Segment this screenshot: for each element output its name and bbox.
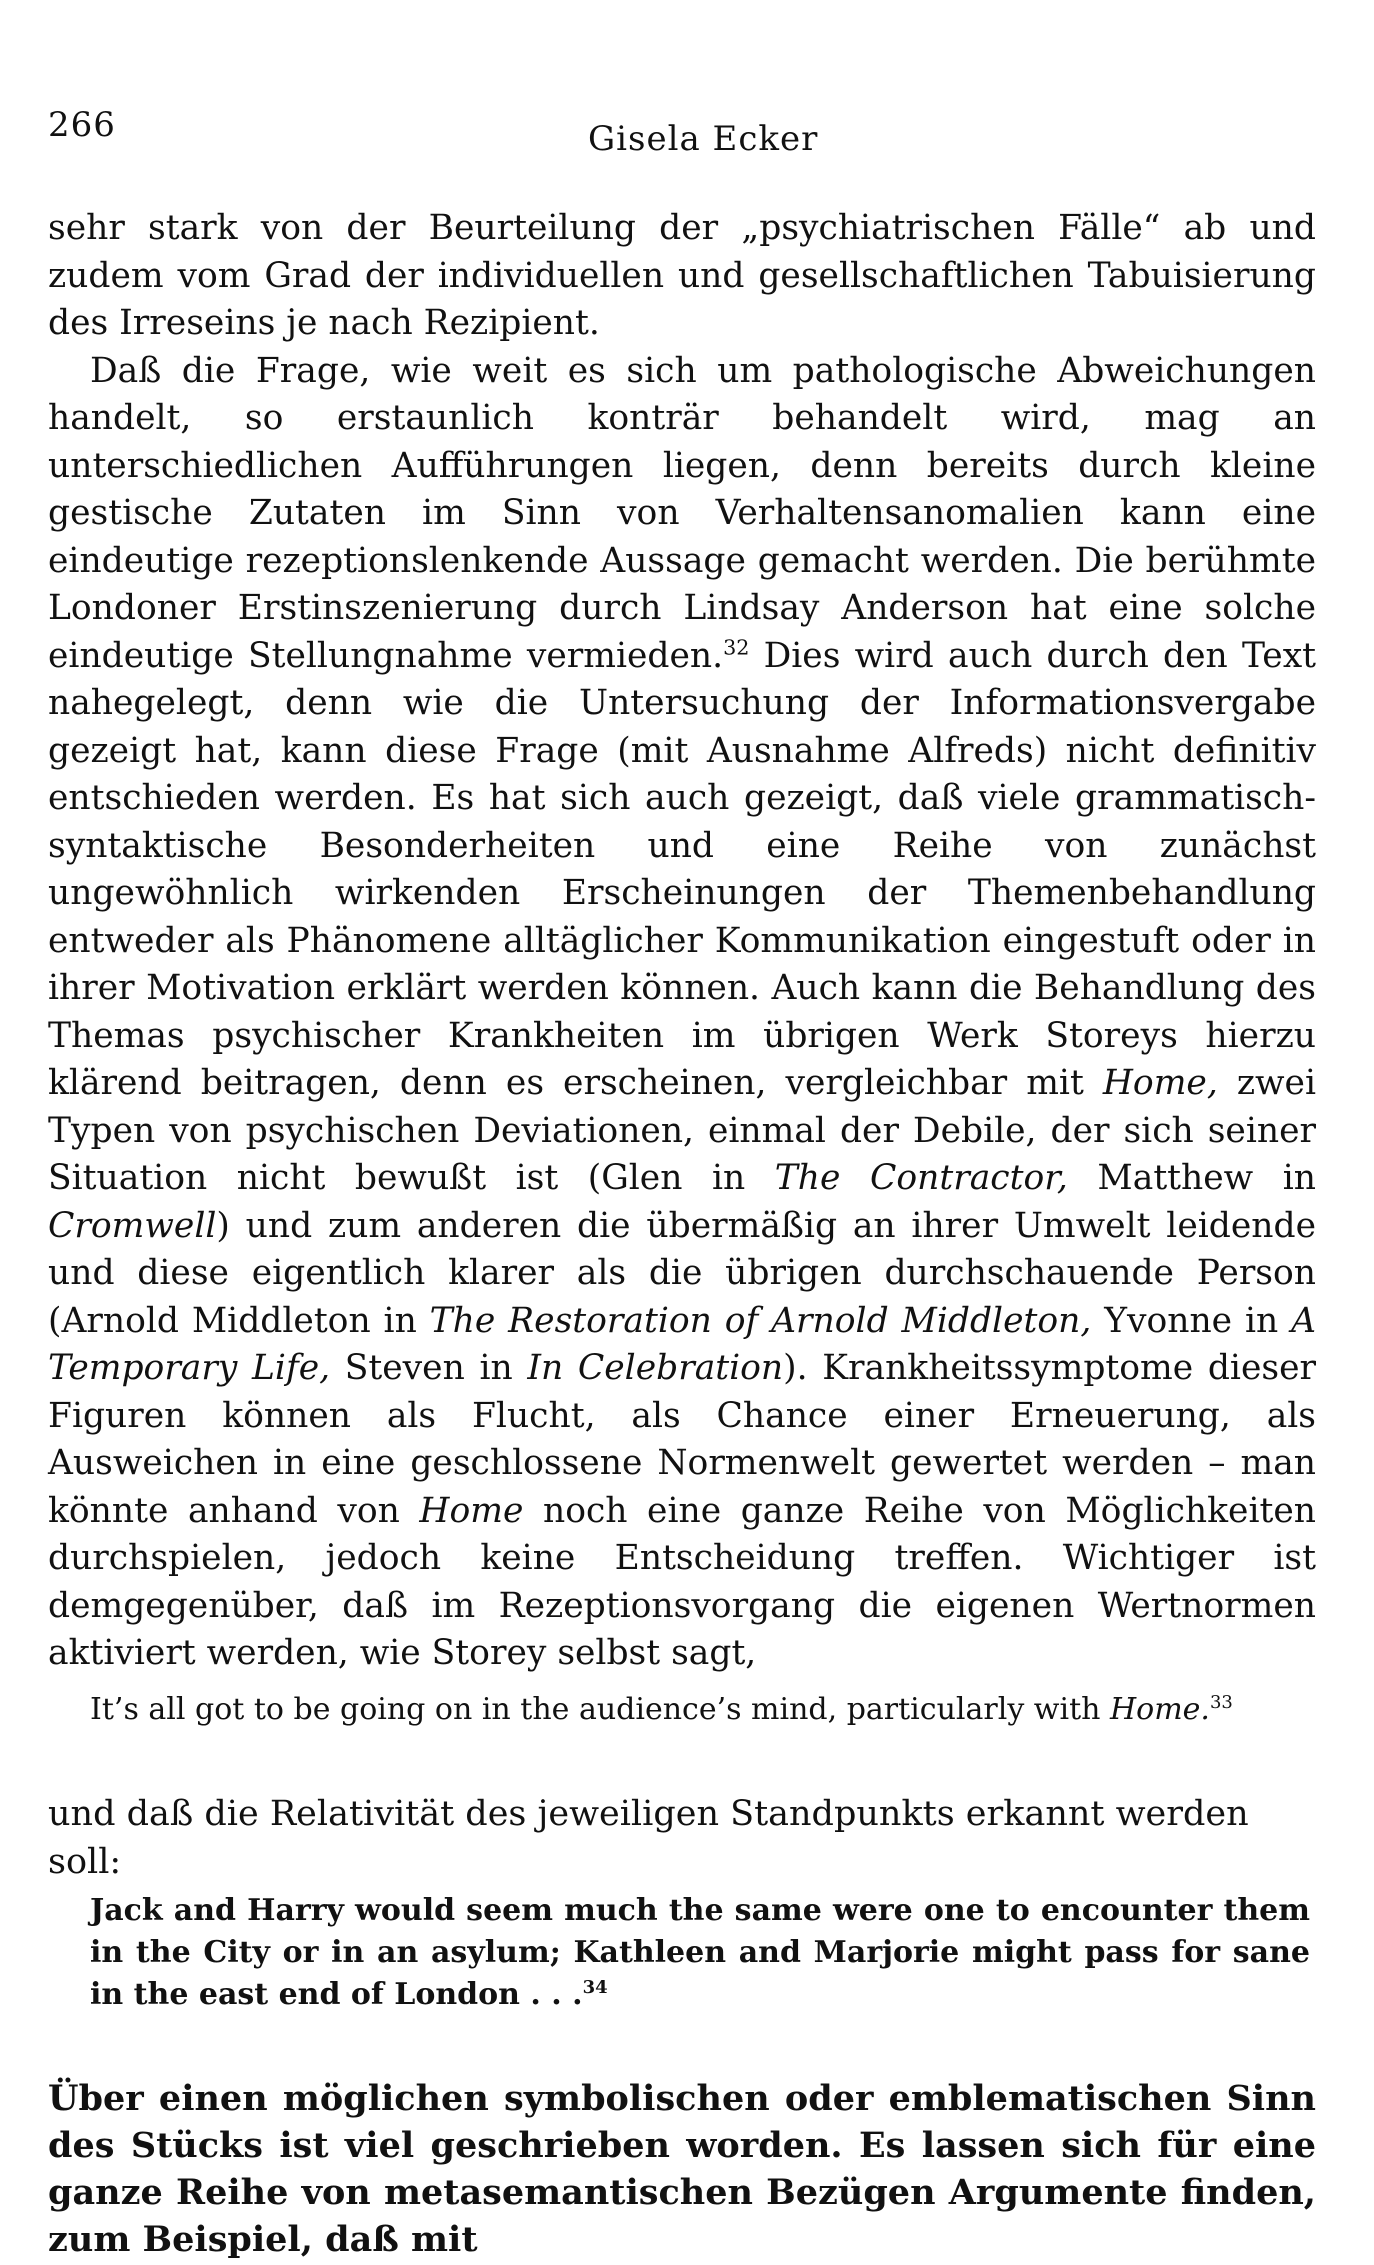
main-text (48, 205, 1316, 1678)
title-the-contractor: The Contractor, (774, 1158, 1068, 1198)
paragraph-2-part-3: zwei Typen von psychischen Deviationen, einmal der Debile, der sich seiner Situation nicht bewußt ist (Glen in (48, 1063, 1316, 1198)
quote-1-title-home: Home. (1110, 1692, 1210, 1727)
quote-2-text: Jack and Harry would seem much the same were one to encounter them in the City or in an asylum; Kathleen and Marjorie might pass for sane in the east end of London . . . (90, 1893, 1310, 2012)
title-home: Home, (1102, 1063, 1218, 1103)
paragraph-2-part-4: Matthew in (1067, 1158, 1316, 1198)
title-home-2: Home (419, 1490, 524, 1531)
running-head: Gisela Ecker (588, 119, 819, 159)
paragraph-2-part-7: Steven in (330, 1348, 528, 1388)
paragraph-2 (48, 348, 1316, 1678)
title-in-celebration: In Celebration (527, 1348, 784, 1388)
title-temporary-life: A Temporary Life, (48, 1300, 1316, 1388)
paragraph-2-part-1: Daß die Frage, wie weit es sich um pathologische Abweichungen handelt, so erstaunlich konträr behandelt wird, mag an unterschiedlichen Aufführungen liegen, denn bereits durch kleine gestische Zutaten im Sinn von Verhaltensanomalien kann eine eindeutige rezeptionslenkende Aussage gemacht werden. Die berühmte Londoner Erstinszenierung durch Lindsay Anderson hat eine solche eindeutige Stellungnahme vermieden. (48, 350, 1316, 676)
paragraph-3: und daß die Relativität des jeweiligen Standpunkts erkannt werden soll: (48, 1794, 1249, 1882)
footnote-ref-32: 32 (723, 635, 750, 659)
title-cromwell: Cromwell (48, 1205, 217, 1246)
paragraph-4: Über einen möglichen symbolischen oder emblematischen Sinn des Stücks ist viel geschrieben worden. Es lassen sich für eine ganze Reihe von metasemantischen Bezügen Argumente finden, zum Beispiel, daß mit (48, 2078, 1316, 2260)
paragraph-2-part-6: Yvonne in (1091, 1300, 1292, 1341)
footnote-ref-33: 33 (1209, 1692, 1233, 1713)
block-quote-2 (90, 1890, 1310, 2016)
paragraph-2-part-2: Dies wird auch durch den Text nahegelegt, denn wie die Untersuchung der Informationsvergabe gezeigt hat, kann diese Frage (mit Ausnahme Alfreds) nicht definitiv entschieden werden. Es hat sich auch gezeigt, daß viele grammatisch-syntaktische Besonderheiten und eine Reihe von zunächst ungewöhnlich wirkenden Erscheinungen der Themenbehandlung entweder als Phänomene alltäglicher Kommunikation eingestuft oder in ihrer Motivation erklärt werden können. Auch kann die Behandlung des Themas psychischer Krankheiten im übrigen Werk Storeys hierzu klärend beitragen, denn es erscheinen, vergleichbar mit (48, 635, 1317, 1103)
title-restoration: The Restoration of Arnold Middleton, (429, 1300, 1092, 1341)
paragraph-2-part-5: ) und zum anderen die übermäßig an ihrer Umwelt leidende und diese eigentlich klarer als die übrigen durchschauende Person (Arnold Middleton in (48, 1205, 1316, 1341)
page-number: 266 (48, 105, 116, 145)
paragraph-2-part-9: noch eine ganze Reihe von Möglichkeiten durchspielen, jedoch keine Entscheidung treffen. Wichtiger ist demgegenüber, daß im Rezeptionsvorgang die eigenen Wertnormen aktiviert werden, wie Storey selbst sagt, (48, 1490, 1316, 1673)
paragraph-1: sehr stark von der Beurteilung der „psychiatrischen Fälle“ ab und zudem vom Grad der individuellen und gesellschaftlichen Tabuisierung des Irreseins je nach Rezipient. (48, 208, 1316, 343)
page-header (48, 105, 1316, 165)
footnote-ref-34: 34 (582, 1977, 608, 1998)
paragraph-2-part-8: ). Krankheitssymptome dieser Figuren können als Flucht, als Chance einer Erneuerung, als Ausweichen in eine geschlossene Normenwelt gewertet werden – man könnte anhand von (48, 1348, 1316, 1531)
quote-1-text: It’s all got to be going on in the audience’s mind, particularly with (90, 1692, 1110, 1727)
block-quote-1 (90, 1688, 1290, 1732)
